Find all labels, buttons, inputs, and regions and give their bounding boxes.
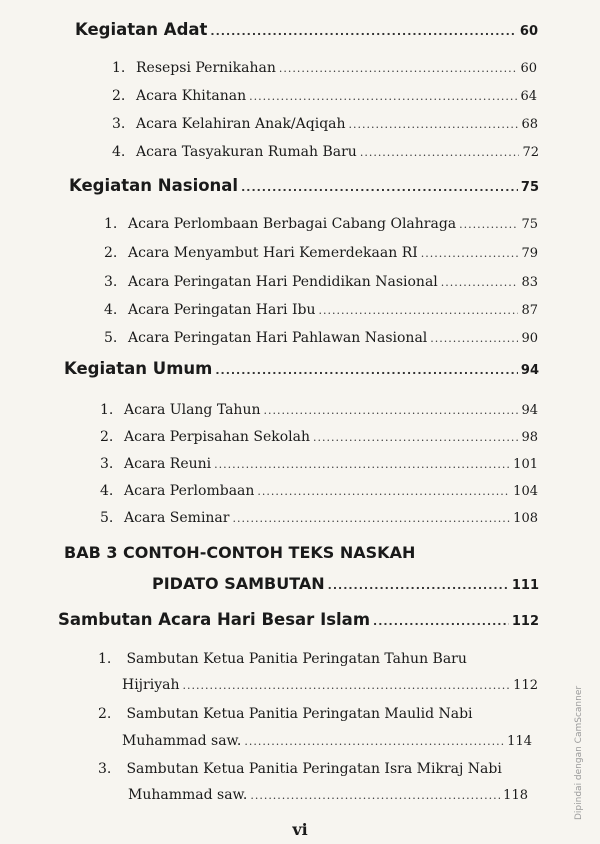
entry-number: 3. [104, 274, 118, 290]
entry-number: 1. [104, 216, 118, 232]
entry-label: Acara Peringatan Hari Pendidikan Nasional [128, 274, 438, 290]
toc-entry [100, 402, 538, 418]
entry-label: Sambutan Ketua Panitia Peringatan Isra Mikraj Nabi [126, 761, 502, 777]
toc-entry [112, 144, 539, 160]
dot-leader [279, 62, 518, 76]
dot-leader [430, 332, 518, 346]
dot-leader [250, 789, 500, 803]
entry-label: Sambutan Ketua Panitia Peringatan Tahun Baru [126, 651, 467, 667]
entry-label: Resepsi Pernikahan [136, 60, 276, 76]
entry-label: Acara Peringatan Hari Pahlawan Nasional [128, 330, 428, 346]
entry-label: Acara Khitanan [136, 88, 247, 104]
page-number: 60 [520, 61, 537, 76]
section-title: Kegiatan Umum [64, 359, 213, 378]
dot-leader [214, 458, 510, 472]
entry-number: 3. [98, 761, 112, 777]
page-number: 64 [520, 89, 537, 104]
toc-entry [104, 216, 538, 232]
entry-number: 4. [112, 144, 126, 160]
dot-leader [441, 276, 519, 290]
entry-label: Acara Menyambut Hari Kemerdekaan RI [128, 245, 418, 261]
dot-leader [182, 679, 510, 693]
toc-entry [112, 60, 537, 76]
page-number: 90 [521, 331, 538, 346]
toc-entry [112, 116, 538, 132]
entry-number: 2. [98, 706, 112, 722]
entry-number: 1. [98, 651, 112, 667]
page-number: 75 [520, 180, 539, 195]
toc-entry-line2 [128, 787, 528, 803]
toc-entry [100, 510, 538, 526]
entry-number: 4. [104, 302, 118, 318]
entry-label: Acara Ulang Tahun [124, 402, 261, 418]
toc-entry [100, 483, 538, 499]
page-folio: vi [292, 820, 308, 839]
dot-leader [313, 431, 518, 445]
toc-entry [104, 245, 538, 261]
entry-number: 1. [100, 402, 114, 418]
page-number: 79 [521, 246, 538, 261]
page-number: 108 [513, 511, 538, 526]
entry-number: 3. [112, 116, 126, 132]
section-heading-hari-besar-islam [58, 610, 539, 629]
toc-entry-line2 [122, 733, 532, 749]
page-number: 112 [513, 678, 538, 693]
section-title: Kegiatan Nasional [69, 176, 239, 195]
page-number: 118 [503, 788, 528, 803]
toc-entry [100, 456, 538, 472]
toc-entry-line2 [122, 677, 538, 693]
dot-leader [318, 304, 518, 318]
dot-leader [210, 25, 517, 39]
entry-label-continued: Muhammad saw. [122, 733, 242, 749]
page-number: 112 [511, 614, 539, 629]
toc-entry [112, 88, 537, 104]
page-number: 72 [522, 145, 539, 160]
entry-label: Acara Reuni [124, 456, 212, 472]
section-title: Kegiatan Adat [75, 20, 208, 39]
toc-entry-line1 [98, 706, 473, 722]
entry-number: 3. [100, 456, 114, 472]
entry-number: 2. [104, 245, 118, 261]
dot-leader [421, 247, 519, 261]
chapter-title: PIDATO SAMBUTAN [152, 574, 325, 593]
page-number: 60 [519, 24, 538, 39]
dot-leader [257, 485, 510, 499]
dot-leader [232, 512, 510, 526]
entry-label: Acara Peringatan Hari Ibu [128, 302, 316, 318]
dot-leader [328, 579, 509, 593]
entry-label: Acara Seminar [124, 510, 230, 526]
page-number: 83 [521, 275, 538, 290]
dot-leader [373, 615, 509, 629]
entry-label-continued: Muhammad saw. [128, 787, 248, 803]
dot-leader [215, 364, 518, 378]
entry-number: 1. [112, 60, 126, 76]
page-number: 98 [521, 430, 538, 445]
dot-leader [249, 90, 517, 104]
entry-number: 5. [104, 330, 118, 346]
page-number: 87 [521, 303, 538, 318]
entry-label-continued: Hijriyah [122, 677, 180, 693]
entry-number: 2. [100, 429, 114, 445]
toc-entry-line1 [98, 761, 502, 777]
page-number: 114 [507, 734, 532, 749]
dot-leader [244, 735, 504, 749]
dot-leader [459, 218, 518, 232]
page-number: 104 [513, 484, 538, 499]
toc-entry [104, 274, 538, 290]
scanner-watermark: Dipindai dengan CamScanner [574, 685, 584, 820]
page-number: 101 [513, 457, 538, 472]
dot-leader [360, 146, 520, 160]
section-heading-kegiatan-nasional [69, 176, 539, 195]
entry-number: 5. [100, 510, 114, 526]
entry-label: Acara Kelahiran Anak/Aqiqah [136, 116, 346, 132]
entry-label: Acara Perpisahan Sekolah [124, 429, 310, 445]
page-number: 68 [521, 117, 538, 132]
toc-entry-line1 [98, 651, 467, 667]
dot-leader [264, 404, 519, 418]
page-number: 94 [520, 363, 539, 378]
section-heading-kegiatan-adat [75, 20, 538, 39]
entry-label: Acara Perlombaan [124, 483, 255, 499]
chapter-heading-line1: BAB 3 CONTOH-CONTOH TEKS NASKAH [64, 543, 416, 562]
entry-number: 4. [100, 483, 114, 499]
entry-number: 2. [112, 88, 126, 104]
section-heading-kegiatan-umum [64, 359, 539, 378]
toc-entry [104, 302, 538, 318]
chapter-heading-line2 [152, 574, 539, 593]
page-number: 75 [521, 217, 538, 232]
toc-entry [104, 330, 538, 346]
dot-leader [349, 118, 519, 132]
page-number: 94 [521, 403, 538, 418]
dot-leader [241, 181, 518, 195]
entry-label: Acara Perlombaan Berbagai Cabang Olahraga [128, 216, 457, 232]
page-number: 111 [511, 578, 539, 593]
entry-label: Acara Tasyakuran Rumah Baru [136, 144, 357, 160]
section-title: Sambutan Acara Hari Besar Islam [58, 610, 371, 629]
toc-entry [100, 429, 538, 445]
entry-label: Sambutan Ketua Panitia Peringatan Maulid Nabi [126, 706, 473, 722]
